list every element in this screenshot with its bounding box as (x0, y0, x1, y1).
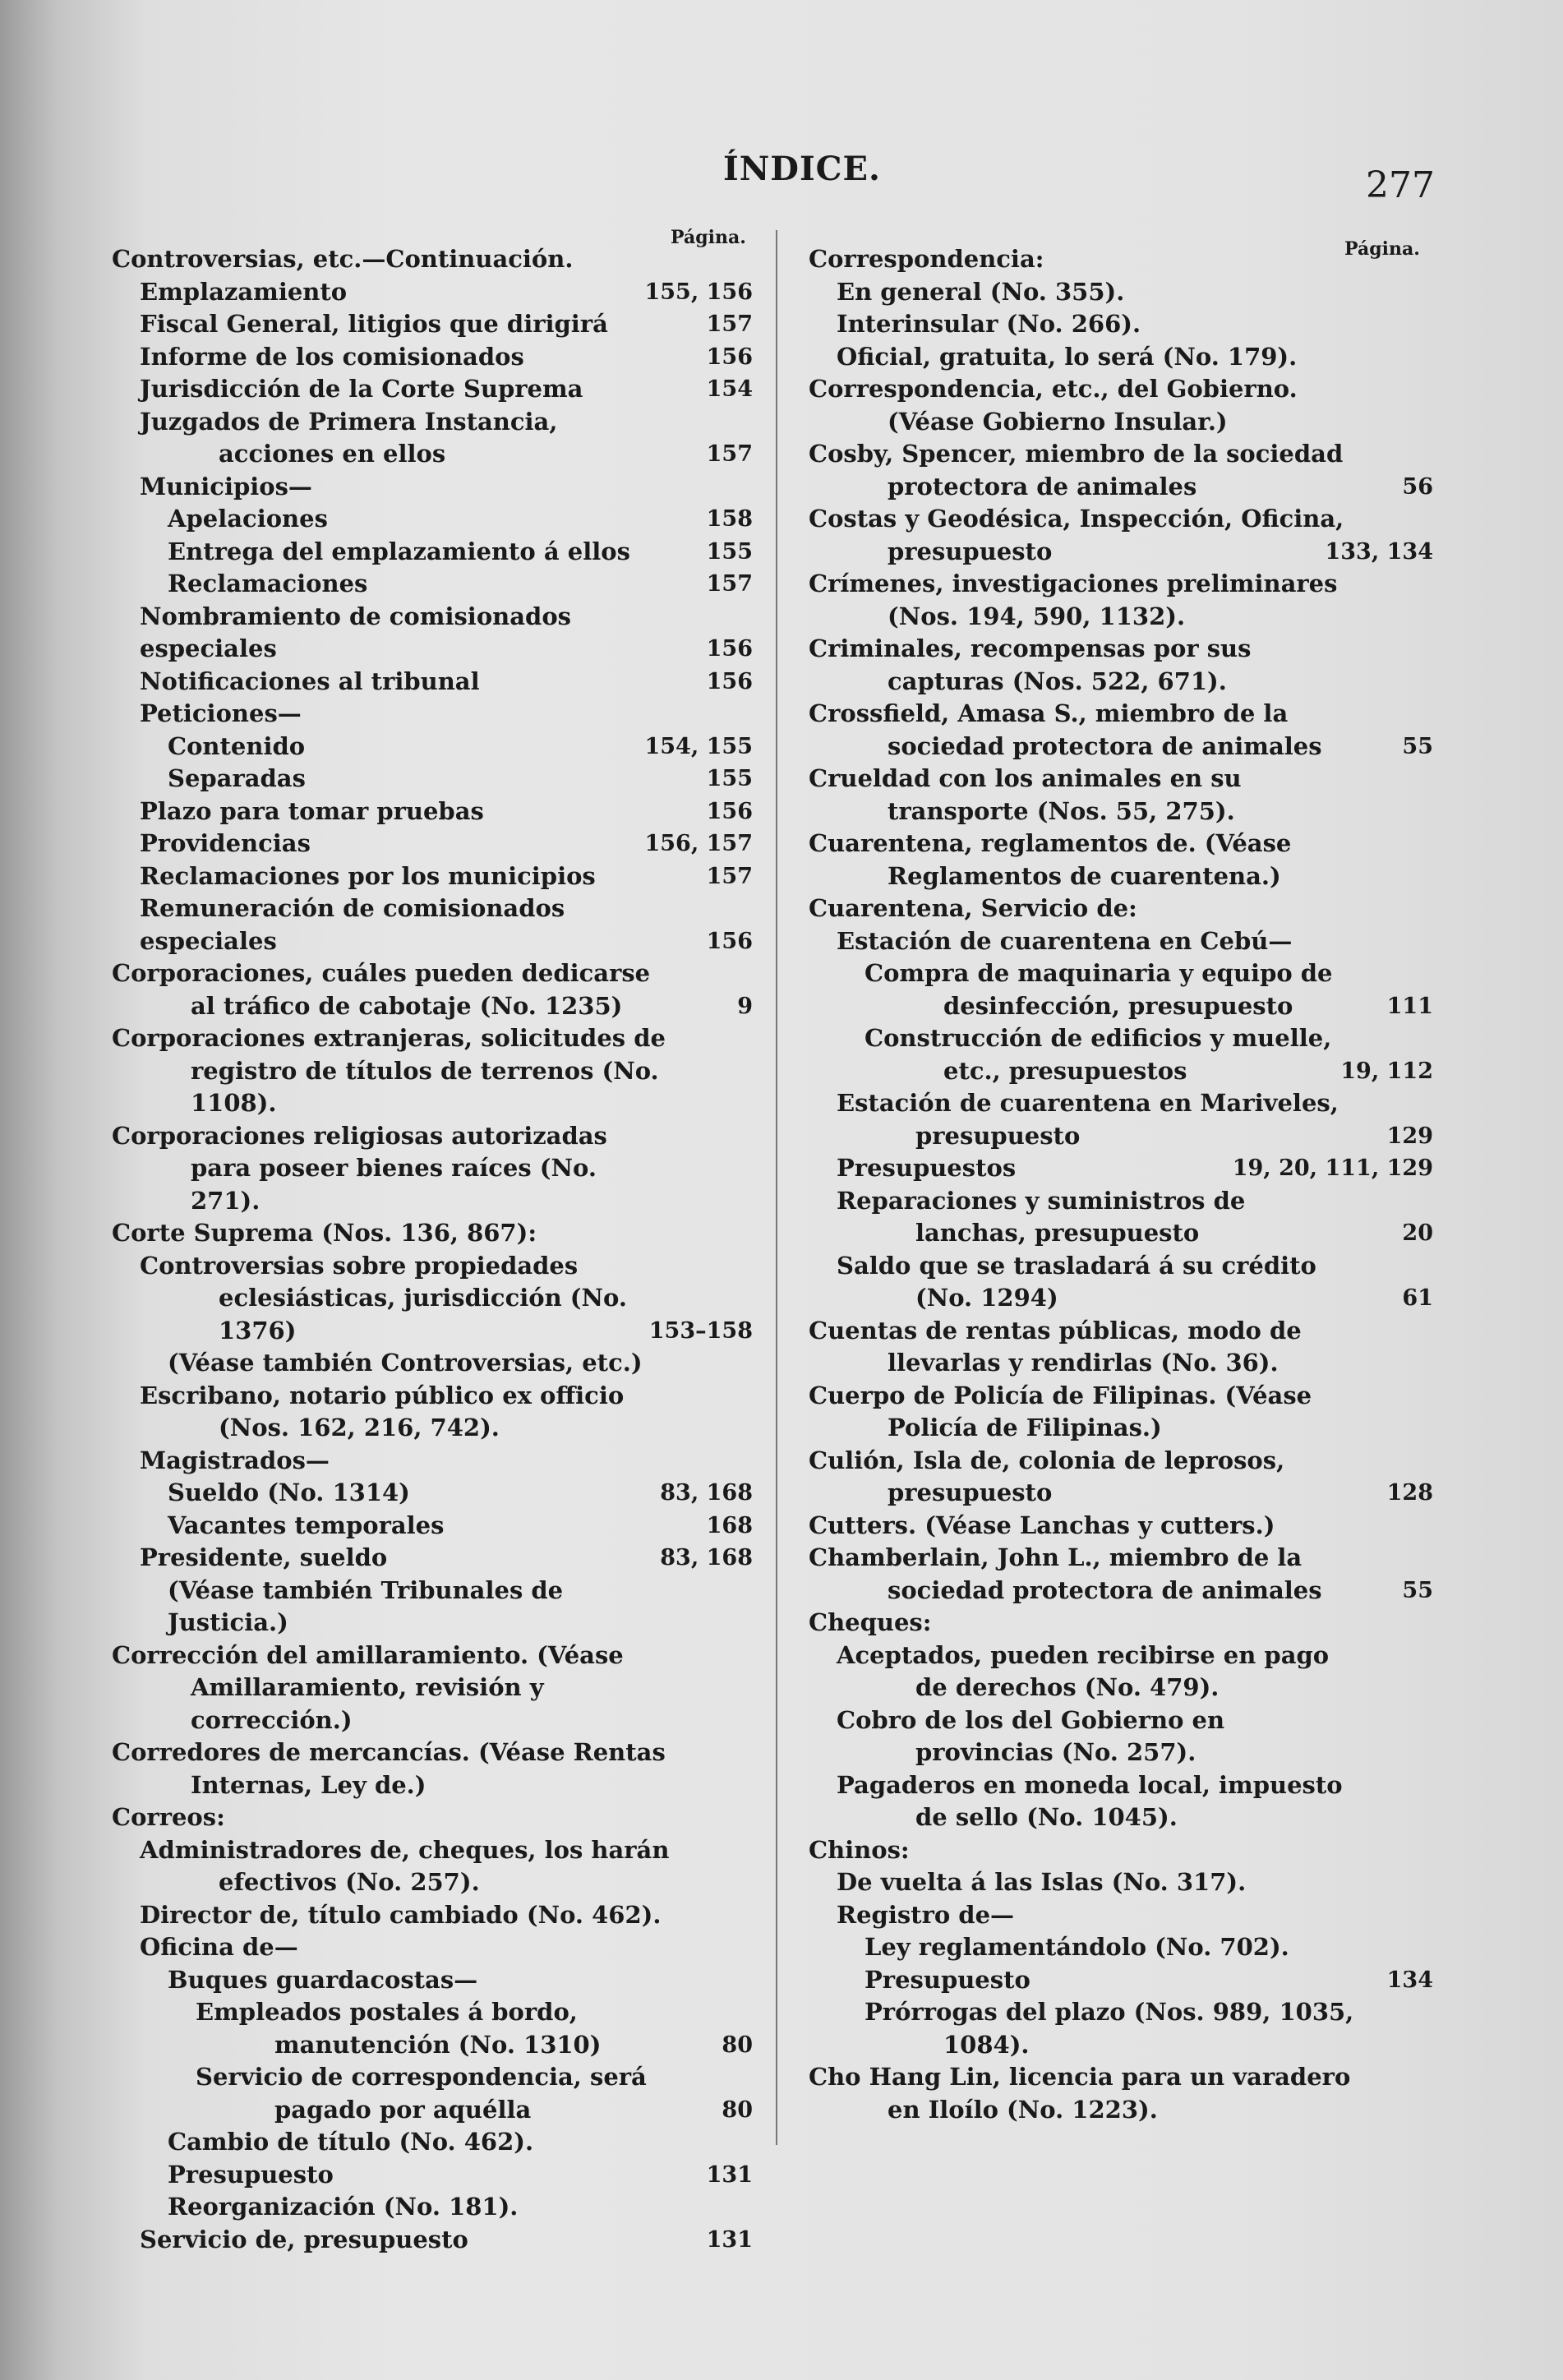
index-entry (809, 1185, 1433, 1250)
entry-text: Reorganización (No. 181). (168, 2193, 519, 2221)
pagina-label-right: Página. (1344, 238, 1420, 260)
entry-text: Construcción de edificios y muelle, etc., presupuestos (864, 1024, 1332, 1085)
entry-page: 55 (1402, 1577, 1433, 1603)
index-entry (809, 925, 1433, 958)
index-entry (809, 763, 1433, 828)
entry-text: Presupuestos (837, 1154, 1017, 1182)
entry-text: Plazo para tomar pruebas (140, 796, 484, 825)
entry-page: 156 (706, 344, 753, 370)
index-entry (112, 1931, 753, 1964)
index-entry (809, 1931, 1433, 1964)
index-entry (809, 373, 1433, 438)
index-entry (809, 828, 1433, 892)
index-entry (112, 1834, 753, 1899)
entry-page: 155 (706, 766, 753, 791)
entry-page: 156, 157 (644, 831, 753, 856)
entry-text: Cobro de los del Gobierno en provincias (No. 257). (837, 1705, 1225, 1766)
entry-page: 155 (706, 538, 753, 565)
index-entry (112, 2191, 753, 2224)
entry-text: Saldo que se trasladará á su crédito (No. 1294) (837, 1251, 1316, 1312)
index-entry (112, 568, 753, 601)
index-entry (112, 698, 753, 731)
index-entry (809, 957, 1433, 1022)
index-entry (112, 763, 753, 796)
entry-text: Cuerpo de Policía de Filipinas. (Véase Policía de Filipinas.) (809, 1381, 1312, 1441)
entry-page: 154 (706, 376, 753, 402)
index-entry (112, 1640, 753, 1737)
entry-page: 56 (1402, 473, 1433, 500)
entry-page: 156 (706, 928, 753, 954)
page-number: 277 (1366, 164, 1435, 206)
index-entry (809, 698, 1433, 763)
index-entry (112, 601, 753, 666)
entry-text: Cho Hang Lin, licencia para un varadero en Iloílo (No. 1223). (809, 2063, 1351, 2124)
entry-text: Crímenes, investigaciones preliminares (Nos. 194, 590, 1132). (809, 570, 1338, 630)
entry-page: 153–158 (648, 1317, 753, 1344)
entry-text: Corredores de mercancías. (Véase Rentas Internas, Ley de.) (112, 1738, 666, 1799)
entry-text: Sueldo (No. 1314) (168, 1478, 410, 1506)
entry-text: Cheques: (809, 1608, 932, 1636)
entry-text: Director de, título cambiado (No. 462). (140, 1900, 662, 1929)
entry-text: (Véase también Controversias, etc.) (168, 1349, 643, 1377)
entry-page: 156 (706, 636, 753, 662)
entry-text: Reclamaciones (168, 570, 368, 597)
index-entry (809, 1866, 1433, 1899)
entry-page: 19, 20, 111, 129 (1232, 1155, 1433, 1181)
index-entry (809, 1380, 1433, 1445)
index-entry (112, 1347, 753, 1380)
entry-text: Reparaciones y suministros de lanchas, presupuesto (837, 1186, 1246, 1247)
index-entry (112, 1022, 753, 1120)
index-entry (809, 2061, 1433, 2126)
index-entry (809, 1769, 1433, 1834)
index-entry (112, 1801, 753, 1834)
entry-text: Cutters. (Véase Lanchas y cutters.) (809, 1511, 1275, 1539)
entry-page: 158 (706, 506, 753, 532)
entry-text: Controversias, etc.—Continuación. (112, 245, 574, 273)
entry-text: Corporaciones, cuáles pueden dedicarse al tráfico de cabotaje (No. 1235) (112, 959, 651, 1020)
entry-text: Cuentas de rentas públicas, modo de llevarlas y rendirlas (No. 36). (809, 1316, 1302, 1377)
entry-text: Corte Suprema (Nos. 136, 867): (112, 1219, 537, 1247)
entry-page: 111 (1386, 993, 1433, 1019)
index-entry (112, 1217, 753, 1250)
left-entry-list (112, 243, 753, 2256)
entry-text: Criminales, recompensas por sus capturas (Nos. 522, 671). (809, 634, 1252, 695)
entry-text: Cambio de título (No. 462). (168, 2128, 534, 2156)
index-entry (809, 1315, 1433, 1380)
index-entry (112, 666, 753, 699)
entry-page: 9 (737, 993, 753, 1019)
entry-text: Municipios— (140, 472, 312, 500)
index-entry (112, 536, 753, 569)
entry-page: 61 (1402, 1285, 1433, 1311)
entry-text: Entrega del emplazamiento á ellos (168, 537, 630, 565)
index-entry (112, 1250, 753, 1348)
index-entry (112, 2061, 753, 2126)
entry-text: En general (No. 355). (837, 277, 1125, 306)
index-entry (112, 1964, 753, 1997)
entry-text: Juzgados de Primera Instancia, acciones en ellos (140, 407, 558, 468)
entry-text: Presidente, sueldo (140, 1543, 388, 1571)
entry-page: 131 (706, 2161, 753, 2188)
index-entry (112, 308, 753, 341)
entry-text: Cuarentena, Servicio de: (809, 894, 1137, 922)
index-entry (809, 1250, 1433, 1315)
entry-text: Corporaciones religiosas autorizadas para poseer bienes raíces (No. 271). (112, 1121, 607, 1215)
index-entry (809, 1640, 1433, 1704)
entry-text: Registro de— (837, 1900, 1015, 1929)
entry-page: 157 (706, 311, 753, 337)
index-entry (112, 1445, 753, 1478)
entry-text: Jurisdicción de la Corte Suprema (140, 375, 583, 403)
entry-text: Contenido (168, 731, 306, 760)
entry-text: Emplazamiento (140, 277, 348, 306)
entry-page: 133, 134 (1325, 538, 1433, 565)
entry-text: Estación de cuarentena en Cebú— (837, 926, 1293, 955)
entry-text: Presupuesto (864, 1965, 1030, 1994)
index-entry (112, 1542, 753, 1575)
index-entry (809, 1607, 1433, 1640)
entry-page: 80 (722, 2032, 753, 2058)
entry-page: 157 (706, 571, 753, 597)
index-entry (809, 1022, 1433, 1087)
right-entry-list (809, 243, 1433, 2126)
index-entry (112, 2126, 753, 2159)
column-divider (776, 230, 777, 2145)
entry-text: Culión, Isla de, colonia de leprosos, presupuesto (809, 1446, 1285, 1506)
entry-text: Reclamaciones por los municipios (140, 861, 596, 890)
entry-text: Peticiones— (140, 699, 302, 727)
entry-text: Servicio de, presupuesto (140, 2225, 468, 2253)
index-entry (809, 1087, 1433, 1152)
index-entry (809, 1996, 1433, 2061)
entry-text: Fiscal General, litigios que dirigirá (140, 310, 608, 338)
index-title: ÍNDICE. (723, 150, 881, 188)
entry-text: Magistrados— (140, 1446, 330, 1474)
entry-page: 55 (1402, 733, 1433, 759)
index-entry (112, 406, 753, 471)
index-entry (809, 1704, 1433, 1769)
entry-text: De vuelta á las Islas (No. 317). (837, 1868, 1247, 1896)
entry-text: Costas y Geodésica, Inspección, Oficina, presupuesto (809, 505, 1344, 565)
index-entry (809, 308, 1433, 341)
index-entry (112, 1899, 753, 1932)
entry-text: Ley reglamentándolo (No. 702). (864, 1933, 1289, 1961)
index-entry (809, 1834, 1433, 1867)
entry-page: 157 (706, 863, 753, 889)
entry-text: Cosby, Spencer, miembro de la sociedad protectora de animales (809, 440, 1344, 500)
entry-page: 156 (706, 798, 753, 824)
entry-text: Providencias (140, 829, 311, 857)
entry-page: 83, 168 (660, 1545, 753, 1571)
entry-text: Separadas (168, 764, 306, 792)
entry-text: Corporaciones extranjeras, solicitudes de registro de títulos de terrenos (No. 1108). (112, 1024, 666, 1117)
index-entry (112, 1996, 753, 2061)
pagina-label-left: Página. (671, 227, 746, 248)
index-entry (112, 957, 753, 1022)
entry-text: Crossfield, Amasa S., miembro de la sociedad protectora de animales (809, 699, 1322, 760)
entry-text: Compra de maquinaria y equipo de desinfección, presupuesto (864, 959, 1333, 1020)
index-entry (809, 1510, 1433, 1543)
entry-text: Buques guardacostas— (168, 1965, 478, 1994)
index-entry (112, 1737, 753, 1801)
index-entry (809, 633, 1433, 698)
index-entry (112, 341, 753, 374)
entry-page: 155, 156 (644, 279, 753, 305)
index-entry (809, 276, 1433, 309)
index-entry (112, 731, 753, 763)
index-entry (809, 243, 1433, 276)
entry-text: Correspondencia, etc., del Gobierno. (Véase Gobierno Insular.) (809, 375, 1298, 436)
index-entry (112, 1477, 753, 1510)
entry-text: Oficina de— (140, 1933, 298, 1961)
entry-text: Oficial, gratuita, lo será (No. 179). (837, 342, 1298, 371)
entry-text: Apelaciones (168, 505, 328, 533)
index-entry (112, 373, 753, 406)
entry-text: Informe de los comisionados (140, 342, 524, 371)
index-entry (809, 1964, 1433, 1997)
entry-text: Prórrogas del plazo (Nos. 989, 1035, 1084). (864, 1998, 1354, 2059)
entry-text: Correspondencia: (809, 245, 1044, 273)
index-entry (112, 2224, 753, 2257)
entry-text: Servicio de correspondencia, será pagado por aquélla (196, 2063, 647, 2124)
index-entry (809, 568, 1433, 633)
index-entry (112, 1575, 753, 1640)
entry-text: Empleados postales á bordo, manutención (No. 1310) (196, 1998, 602, 2059)
index-entry (809, 1152, 1433, 1185)
index-entry (809, 1899, 1433, 1932)
index-entry (809, 503, 1433, 568)
index-entry (809, 1542, 1433, 1607)
entry-text: Correos: (112, 1803, 225, 1831)
entry-text: Chamberlain, John L., miembro de la sociedad protectora de animales (809, 1543, 1322, 1604)
entry-page: 157 (706, 441, 753, 467)
entry-page: 134 (1386, 1967, 1433, 1993)
entry-text: Remuneración de comisionados especiales (140, 894, 565, 955)
index-entry (809, 341, 1433, 374)
index-entry (112, 828, 753, 860)
index-entry (112, 1510, 753, 1543)
entry-page: 128 (1386, 1480, 1433, 1506)
index-entry (809, 438, 1433, 503)
entry-page: 83, 168 (660, 1480, 753, 1506)
entry-page: 156 (706, 668, 753, 694)
entry-page: 19, 112 (1340, 1058, 1433, 1084)
entry-page: 168 (706, 1512, 753, 1538)
entry-text: Corrección del amillaramiento. (Véase Amillaramiento, revisión y corrección.) (112, 1640, 624, 1734)
index-entry (112, 1120, 753, 1218)
entry-text: Nombramiento de comisionados especiales (140, 602, 571, 662)
index-entry (112, 2159, 753, 2192)
entry-text: Aceptados, pueden recibirse en pago de derechos (No. 479). (837, 1640, 1330, 1701)
entry-text: Controversias sobre propiedades eclesiásticas, jurisdicción (No. 1376) (140, 1251, 627, 1345)
entry-text: Presupuesto (168, 2160, 334, 2189)
entry-text: Crueldad con los animales en su transporte (Nos. 55, 275). (809, 764, 1242, 825)
index-entry (112, 243, 753, 276)
entry-text: Administradores de, cheques, los harán efectivos (No. 257). (140, 1835, 670, 1896)
entry-page: 20 (1402, 1220, 1433, 1246)
entry-page: 131 (706, 2226, 753, 2253)
entry-page: 129 (1386, 1123, 1433, 1149)
entry-text: Estación de cuarentena en Mariveles, presupuesto (837, 1089, 1339, 1150)
index-entry (112, 796, 753, 828)
entry-text: Vacantes temporales (168, 1511, 445, 1539)
entry-page: 80 (722, 2096, 753, 2123)
index-entry (809, 892, 1433, 925)
index-entry (112, 892, 753, 957)
entry-text: Cuarentena, reglamentos de. (Véase Reglamentos de cuarentena.) (809, 829, 1292, 890)
entry-page: 154, 155 (644, 733, 753, 759)
entry-text: Interinsular (No. 266). (837, 310, 1141, 338)
entry-text: Pagaderos en moneda local, impuesto de sello (No. 1045). (837, 1770, 1343, 1831)
entry-text: Notificaciones al tribunal (140, 666, 480, 695)
entry-text: Escribano, notario público ex officio (Nos. 162, 216, 742). (140, 1381, 625, 1441)
index-entry (112, 471, 753, 504)
entry-text: Chinos: (809, 1835, 910, 1864)
index-entry (112, 1380, 753, 1445)
index-entry (112, 276, 753, 309)
index-entry (112, 860, 753, 893)
index-entry (809, 1445, 1433, 1510)
index-entry (112, 503, 753, 536)
entry-text: (Véase también Tribunales de Justicia.) (168, 1575, 564, 1636)
